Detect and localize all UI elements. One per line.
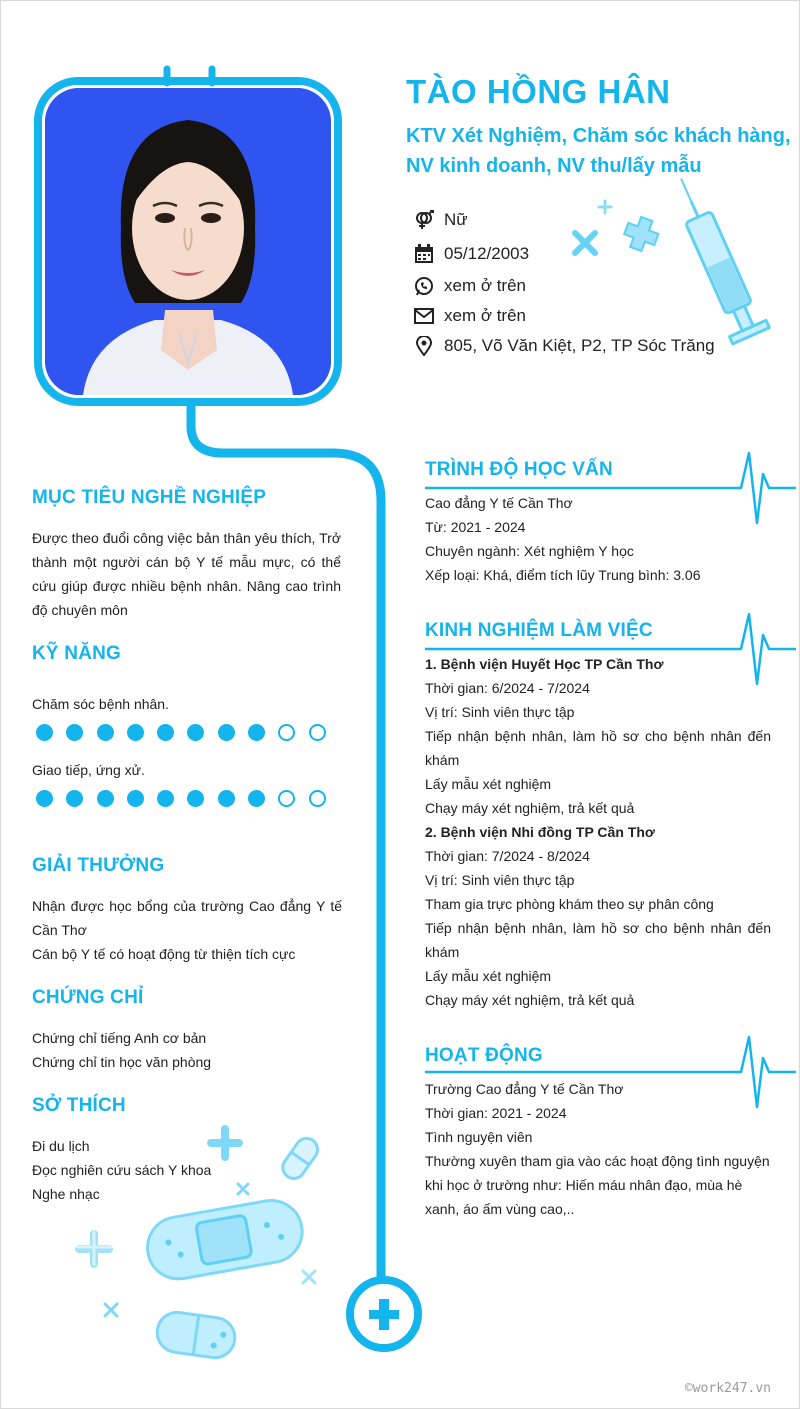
job-task: Tiếp nhận bệnh nhân, làm hồ sơ cho bệnh nhân đến khám [425, 728, 771, 768]
award-item: Cán bộ Y tế có hoạt động từ thiện tích cực [32, 946, 296, 962]
job-task: Lấy mẫu xét nghiệm [425, 968, 552, 984]
job-heading: 2. Bệnh viện Nhi đồng TP Cần Thơ [425, 824, 655, 840]
hobby-item: Nghe nhạc [32, 1186, 100, 1202]
job-position: Vị trí: Sinh viên thực tập [425, 872, 575, 888]
objective-title: MỤC TIÊU NGHỀ NGHIỆP [32, 487, 267, 508]
skill-label: Chăm sóc bệnh nhân. [32, 696, 169, 712]
email-icon [413, 305, 435, 327]
rating-dot-empty [278, 724, 295, 741]
certificate-item: Chứng chỉ tiếng Anh cơ bản [32, 1030, 207, 1046]
candidate-name: TÀO HỒNG HÂN [406, 73, 671, 110]
job-task: Tham gia trực phòng khám theo sự phân công [425, 896, 714, 912]
capsule-icon [155, 1310, 238, 1360]
activity-description: Thường xuyên tham gia vào các hoạt động tình nguyện khi học ở trường như: Hiến máu nhân đạo, mùa hè xanh, áo ấm vùng cao,.. [425, 1153, 770, 1217]
gender-value: Nữ [444, 210, 468, 229]
rating-dot-filled [36, 790, 53, 807]
certificate-item: Chứng chỉ tin học văn phòng [32, 1054, 212, 1070]
rating-dot-empty [309, 724, 326, 741]
dob-row [413, 242, 529, 266]
skill-rating [36, 790, 326, 807]
awards-title: GIẢI THƯỞNG [32, 855, 165, 876]
job-task: Lấy mẫu xét nghiệm [425, 776, 552, 792]
skill-label: Giao tiếp, ứng xử. [32, 762, 145, 778]
job-task: Chạy máy xét nghiệm, trả kết quả [425, 992, 635, 1008]
address-row [413, 334, 715, 358]
job-heading: 1. Bệnh viện Huyết Học TP Cần Thơ [425, 656, 664, 672]
email-value: xem ở trên [444, 306, 527, 325]
rating-dot-filled [187, 790, 204, 807]
hobby-item: Đi du lịch [32, 1138, 90, 1154]
rating-dot-filled [218, 724, 235, 741]
job-position: Vị trí: Sinh viên thực tập [425, 704, 575, 720]
activity-org: Trường Cao đẳng Y tế Cần Thơ [425, 1081, 624, 1097]
rating-dot-filled [218, 790, 235, 807]
rating-dot-filled [157, 790, 174, 807]
whatsapp-icon [413, 275, 435, 297]
objective-text: Được theo đuổi công việc bản thân yêu thích, Trở thành một người cán bộ Y tế mẫu mực, có thể cứu giúp được nhiều bệnh nhân. Nâng cao trình độ chuyên môn [32, 530, 341, 618]
candidate-role: KTV Xét Nghiệm, Chăm sóc khách hàng, NV kinh doanh, NV thu/lấy mẫu [406, 125, 791, 177]
email-row [413, 304, 526, 328]
profile-photo [45, 88, 331, 395]
activity-time: Thời gian: 2021 - 2024 [425, 1105, 567, 1121]
medical-cross-icon [621, 213, 662, 254]
phone-row [413, 274, 526, 298]
location-pin-icon [413, 335, 435, 357]
rating-dot-filled [97, 724, 114, 741]
education-major: Chuyên ngành: Xét nghiệm Y học [425, 543, 634, 559]
job-task: Chạy máy xét nghiệm, trả kết quả [425, 800, 635, 816]
job-task: Tiếp nhận bệnh nhân, làm hồ sơ cho bệnh nhân đến khám [425, 920, 771, 960]
rating-dot-filled [36, 724, 53, 741]
education-title: TRÌNH ĐỘ HỌC VẤN [425, 459, 613, 480]
rating-dot-empty [309, 790, 326, 807]
hobbies-title: SỞ THÍCH [32, 1095, 126, 1116]
rating-dot-filled [157, 724, 174, 741]
skill-rating [36, 724, 326, 741]
hobby-item: Đọc nghiên cứu sách Y khoa [32, 1162, 212, 1178]
job-time: Thời gian: 7/2024 - 8/2024 [425, 848, 590, 864]
watermark: ©work247.vn [684, 1381, 771, 1396]
phone-value: xem ở trên [444, 276, 527, 295]
rating-dot-filled [127, 724, 144, 741]
rating-dot-empty [278, 790, 295, 807]
rating-dot-filled [66, 724, 83, 741]
portrait-image [45, 88, 331, 395]
gender-row [413, 208, 468, 232]
address-value: 805, Võ Văn Kiệt, P2, TP Sóc Trăng [444, 336, 715, 355]
experience-title: KINH NGHIỆM LÀM VIỆC [425, 620, 653, 641]
syringe-icon [663, 170, 770, 343]
rating-dot-filled [66, 790, 83, 807]
job-time: Thời gian: 6/2024 - 7/2024 [425, 680, 590, 696]
activities-title: HOẠT ĐỘNG [425, 1045, 543, 1066]
skills-title: KỸ NĂNG [32, 643, 122, 664]
pill-icon [279, 1134, 322, 1183]
education-grade: Xếp loại: Khá, điểm tích lũy Trung bình: 3.06 [425, 567, 701, 583]
rating-dot-filled [187, 724, 204, 741]
bandage-icon [143, 1196, 307, 1284]
education-school: Cao đẳng Y tế Cần Thơ [425, 495, 573, 511]
activity-role: Tình nguyện viên [425, 1129, 533, 1145]
rating-dot-filled [248, 790, 265, 807]
gender-icon [413, 209, 435, 231]
certificates-title: CHỨNG CHỈ [32, 987, 144, 1008]
dob-value: 05/12/2003 [444, 244, 530, 263]
rating-dot-filled [248, 724, 265, 741]
rating-dot-filled [127, 790, 144, 807]
rating-dot-filled [97, 790, 114, 807]
education-period: Từ: 2021 - 2024 [425, 519, 526, 535]
award-item: Nhận được học bổng của trường Cao đẳng Y tế Cần Thơ [32, 898, 342, 938]
calendar-icon [413, 243, 435, 265]
